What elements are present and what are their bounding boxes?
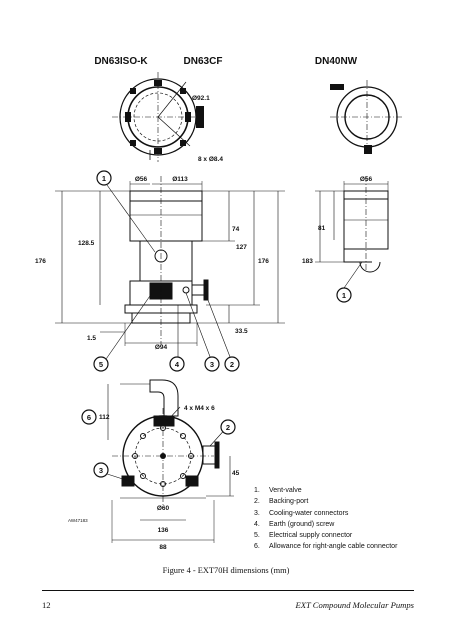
footer-divider [42, 590, 414, 591]
svg-text:1: 1 [101, 174, 107, 183]
callout-2 [225, 357, 239, 371]
dim-holes: 8 x Ø8.4 [198, 156, 223, 163]
legend-item: 1. Vent-valve [254, 487, 302, 494]
dim-h74: 74 [232, 226, 240, 233]
dim-h81: 81 [318, 225, 326, 232]
svg-text:3: 3 [98, 466, 104, 475]
dim-w136: 136 [157, 527, 169, 534]
callout-3-bottom [94, 463, 108, 477]
svg-text:6: 6 [86, 413, 92, 422]
nw-label: DN40NW [314, 56, 358, 67]
dim-w112: 112 [99, 414, 110, 421]
callout-1-small [337, 288, 351, 302]
page-number: 12 [42, 600, 51, 610]
svg-text:2: 2 [225, 423, 231, 432]
callout-2-bottom [221, 420, 235, 434]
legend-item: 3. Cooling-water connectors [254, 509, 349, 517]
top-view-flanges [112, 72, 404, 162]
svg-text:5: 5 [98, 360, 104, 369]
dim-d113: Ø113 [172, 176, 188, 183]
dim-h1-5: 1.5 [87, 335, 97, 342]
dim-h176b: 176 [258, 258, 269, 265]
dim-h183: 183 [302, 258, 313, 265]
callout-3 [205, 357, 219, 371]
callout-4 [170, 357, 184, 371]
figure-caption: Figure 4 - EXT70H dimensions (mm) [162, 566, 290, 575]
dim-h33: 33.5 [235, 328, 248, 335]
dim-w88: 88 [159, 544, 167, 551]
svg-text:1: 1 [341, 291, 347, 300]
cf-label: DN63CF [183, 56, 223, 67]
dim-d56b: Ø56 [359, 176, 373, 183]
footer-title: EXT Compound Molecular Pumps [295, 600, 414, 610]
legend-item: 2. Backing-port [254, 498, 309, 506]
legend-item: 5. Electrical supply connector [254, 532, 353, 540]
legend-item: 4. Earth (ground) screw [254, 520, 335, 528]
dim-d56: Ø56 [134, 176, 148, 183]
dim-h176a: 176 [35, 258, 46, 265]
dim-m4: 4 x M4 x 6 [184, 405, 215, 412]
dim-d94: Ø94 [154, 344, 168, 351]
callout-5 [94, 357, 108, 371]
svg-text:2: 2 [229, 360, 235, 369]
legend-item: 6. Allowance for right-angle cable connector [254, 543, 398, 551]
iso-k-label: DN63ISO-K [94, 56, 148, 67]
svg-text:3: 3 [209, 360, 215, 369]
callouts [82, 171, 351, 477]
dim-d92: Ø92.1 [192, 95, 210, 102]
dim-h127: 127 [236, 244, 247, 251]
dim-d60: Ø60 [156, 505, 170, 512]
dim-h128: 128.5 [78, 240, 95, 247]
callout-1-side [97, 171, 111, 185]
dim-h45: 45 [232, 470, 240, 477]
legend-list [254, 485, 397, 553]
callout-6 [82, 410, 96, 424]
svg-text:4: 4 [174, 360, 180, 369]
side-view-small [315, 176, 388, 288]
drawing-id: AW47183 [68, 518, 88, 523]
